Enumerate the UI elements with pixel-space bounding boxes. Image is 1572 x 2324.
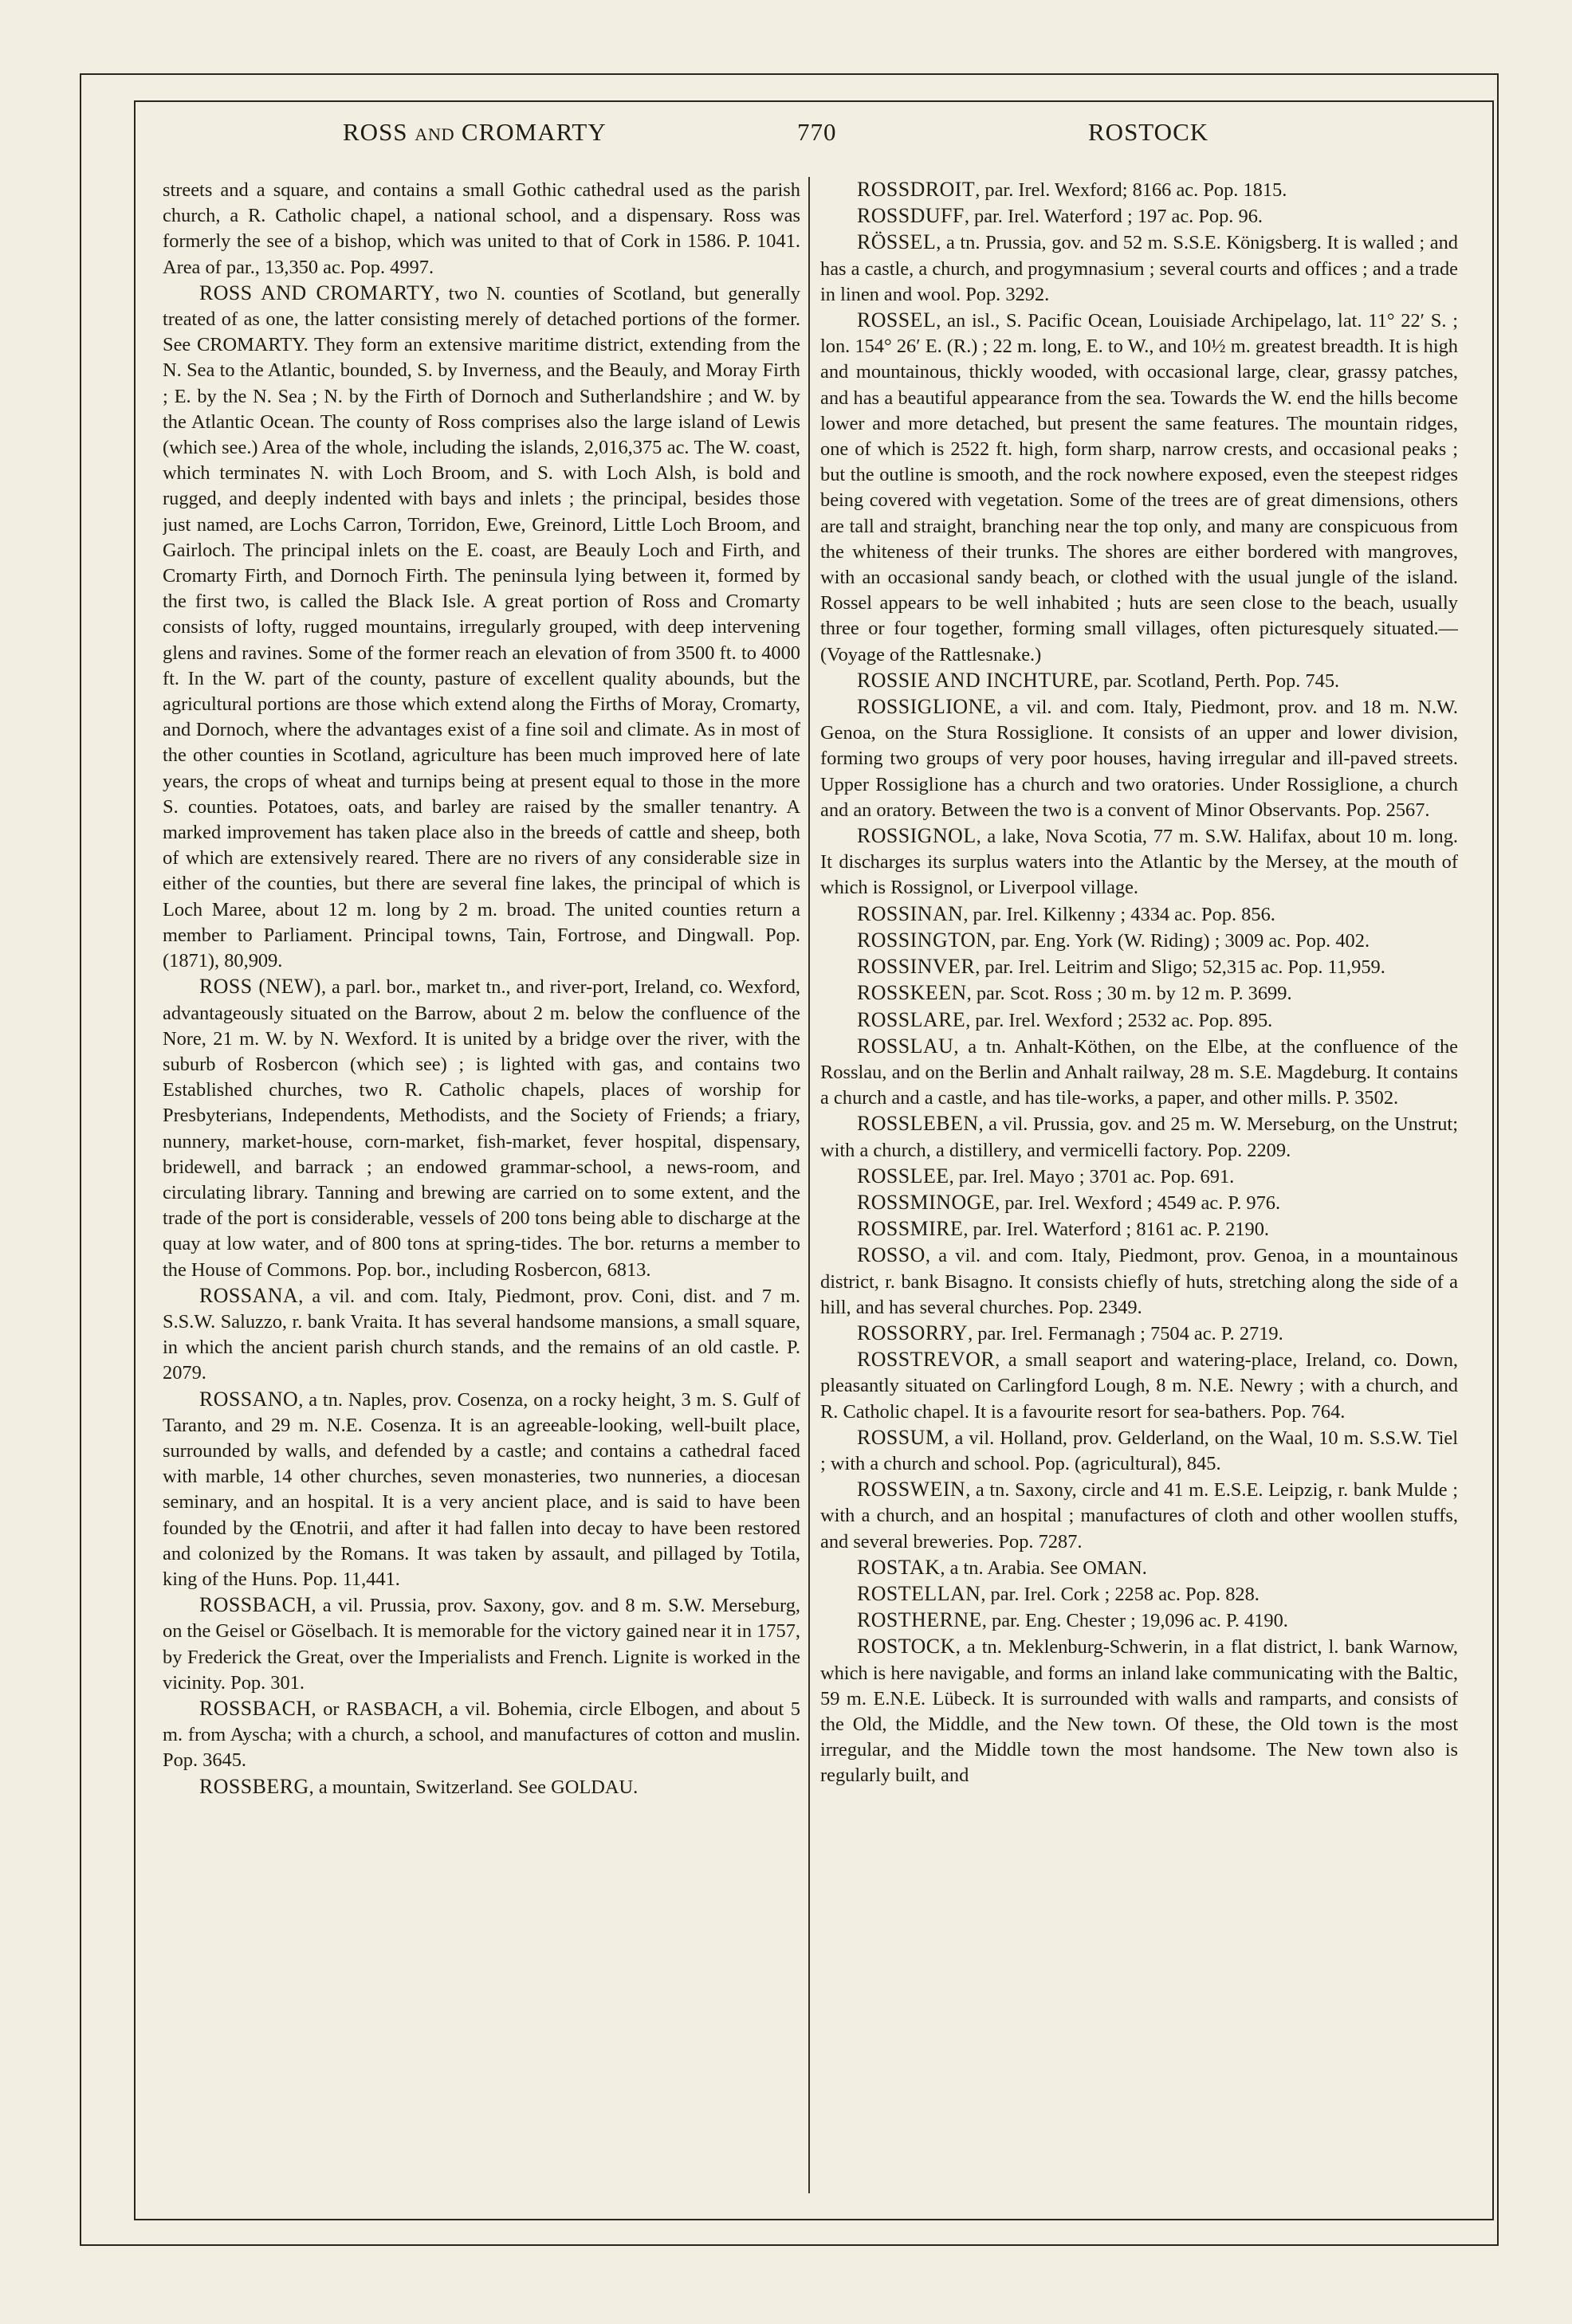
- entry: ROSSEL, an isl., S. Pacific Ocean, Louisiade Archipelago, lat. 11° 22′ S. ; lon. 154° 26′ E. (R.) ; 22 m. long, E. to W., and 10½ m. greatest breadth. It is high and mountainous, thickly wooded, with occasional large, clear, grassy patches, and has a beautiful appearance from the sea. Towards the W. end the hills become lower and more detached, but present the same features. The mountain ridges, one of which is 2522 ft. high, form sharp, narrow crests, and occasional peaks ; but the outline is smooth, and the rock nowhere exposed, even the steepest ridges being covered with vegetation. Some of the trees are of great dimensions, others are tall and straight, branching near the top only, and many are conspicuous from the whiteness of their trunks. The shores are either bordered with mangroves, with an occasional sandy beach, or clothed with the usual jungle of the island. Rossel appears to be well inhabited ; huts are seen close to the beach, usually three or four together, forming small villages, often picturesquely situated.—(Voyage of the Rattlesnake.): [820, 308, 1458, 665]
- entry: ROSTELLAN, par. Irel. Cork ; 2258 ac. Pop. 828.: [857, 1581, 1260, 1605]
- entry: ROSSORRY, par. Irel. Fermanagh ; 7504 ac. P. 2719.: [857, 1321, 1283, 1345]
- header-right-title: ROSTOCK: [1088, 118, 1209, 146]
- right-column: [820, 177, 1458, 2193]
- entry: ROSSIGLIONE, a vil. and com. Italy, Piedmont, prov. and 18 m. N.W. Genoa, on the Stura Rossiglione. It consists of an upper and lower division, forming two groups of very poor houses, having irregular and ill-paved streets. Upper Rossiglione has a church and two oratories. Under Rossiglione, a church and an oratory. Between the two is a convent of Minor Observants. Pop. 2567.: [820, 695, 1458, 821]
- entry: ROSSIE AND INCHTURE, par. Scotland, Perth. Pop. 745.: [857, 668, 1340, 692]
- entry: ROSSIGNOL, a lake, Nova Scotia, 77 m. S.W. Halifax, about 10 m. long. It discharges its surplus waters into the Atlantic by the Mersey, at the mouth of which is Rossignol, or Liverpool village.: [820, 824, 1458, 899]
- entry: ROSS (NEW), a parl. bor., market tn., and river-port, Ireland, co. Wexford, advantageously situated on the Barrow, about 2 m. below the confluence of the Nore, 21 m. W. by N. Wexford. It is united by a bridge over the river, with the suburb of Rosbercon (which see) ; is lighted with gas, and contains two Established churches, two R. Catholic chapels, places of worship for Presbyterians, Independents, Methodists, and the Society of Friends; a friary, nunnery, market-house, corn-market, fish-market, fever hospital, dispensary, bridewell, and barrack ; an endowed grammar-school, a news-room, and circulating library. Tanning and brewing are carried on to some extent, and the trade of the port is considerable, vessels of 200 tons being able to discharge at the quay at low water, and of 800 tons at spring-tides. The bor. returns a member to the House of Commons. Pop. bor., including Rosbercon, 6813.: [163, 975, 800, 1281]
- entry: ROSSWEIN, a tn. Saxony, circle and 41 m. E.S.E. Leipzig, r. bank Mulde ; with a church, and an hospital ; manufactures of cloth and other woollen stuffs, and several breweries. Pop. 7287.: [820, 1478, 1458, 1553]
- entry: ROSSBACH, or RASBACH, a vil. Bohemia, circle Elbogen, and about 5 m. from Ayscha; with a church, a school, and manufactures of cotton and muslin. Pop. 3645.: [163, 1696, 800, 1772]
- entry: ROSS AND CROMARTY, two N. counties of Scotland, but generally treated of as one, the latter consisting merely of detached portions of the former. See CROMARTY. They form an extensive maritime district, extending from the N. Sea to the Atlantic, bounded, S. by Inverness, and the Beauly, and Moray Firth ; E. by the N. Sea ; N. by the Firth of Dornoch and Sutherlandshire ; and W. by the Atlantic Ocean. The county of Ross comprises also the large island of Lewis (which see.) Area of the whole, including the islands, 2,016,375 ac. The W. coast, which terminates N. with Loch Broom, and S. with Loch Alsh, is bold and rugged, and deeply indented with bays and inlets ; the principal, besides those just named, are Lochs Carron, Torridon, Ewe, Greinord, Little Loch Broom, and Gairloch. The principal inlets on the E. coast, are Beauly Loch and Firth, and Cromarty Firth, and Dornoch Firth. The peninsula lying between it, formed by the first two, is called the Black Isle. A great portion of Ross and Cromarty consists of lofty, rugged mountains, irregularly grouped, with deep intervening glens and ravines. Some of the former reach an elevation of from 3500 ft. to 4000 ft. In the W. part of the county, pasture of excellent quality abounds, but the agricultural portions are those which extend along the Firths of Moray, Cromarty, and Dornoch, where the advantages exist of a fine soil and climate. As in most of the other counties in Scotland, agriculture has been much improved here of late years, the crops of wheat and turnips being at present equal to those in the more S. counties. Potatoes, oats, and barley are raised by the smaller tenantry. A marked improvement has taken place also in the breeds of cattle and sheep, both of which are extensively reared. There are no rivers of any considerable size in either of the counties, but there are several fine lakes, the principal of which is Loch Maree, about 12 m. long by 2 m. broad. The united counties return a member to Parliament. Principal towns, Tain, Fortrose, and Dingwall. Pop. (1871), 80,909.: [163, 281, 800, 972]
- entry: streets and a square, and contains a small Gothic cathedral used as the parish church, a R. Catholic chapel, a national school, and a dispensary. Ross was formerly the see of a bishop, which was united to that of Cork in 1586. P. 1041. Area of par., 13,350 ac. Pop. 4997.: [163, 179, 800, 278]
- column-divider: [808, 177, 810, 2193]
- entry: ROSSMINOGE, par. Irel. Wexford ; 4549 ac. P. 976.: [857, 1190, 1281, 1214]
- entry: ROSSBERG, a mountain, Switzerland. See GOLDAU.: [199, 1774, 639, 1798]
- entry: ROSSLEE, par. Irel. Mayo ; 3701 ac. Pop. 691.: [857, 1164, 1235, 1188]
- entry: ROSSLEBEN, a vil. Prussia, gov. and 25 m. W. Merseburg, on the Unstrut; with a church, a distillery, and vermicelli factory. Pop. 2209.: [820, 1112, 1458, 1161]
- entry: RÖSSEL, a tn. Prussia, gov. and 52 m. S.S.E. Königsberg. It is walled ; and has a castle, a church, and progymnasium ; several courts and offices ; and a trade in linen and wool. Pop. 3292.: [820, 230, 1458, 305]
- entry: ROSSINVER, par. Irel. Leitrim and Sligo; 52,315 ac. Pop. 11,959.: [857, 955, 1385, 979]
- left-column: [163, 177, 800, 2193]
- entry: ROSSINAN, par. Irel. Kilkenny ; 4334 ac. Pop. 856.: [857, 901, 1275, 925]
- page-number: 770: [797, 118, 837, 146]
- entry: ROSSLARE, par. Irel. Wexford ; 2532 ac. Pop. 895.: [857, 1007, 1273, 1031]
- entry: ROSTAK, a tn. Arabia. See OMAN.: [857, 1555, 1147, 1579]
- entry: ROSSLAU, a tn. Anhalt-Köthen, on the Elbe, at the confluence of the Rosslau, and on the Berlin and Anhalt railway, 28 m. S.E. Magdeburg. It contains a church and a castle, and has tile-works, a paper, and other mills. P. 3502.: [820, 1034, 1458, 1109]
- entry: ROSSUM, a vil. Holland, prov. Gelderland, on the Waal, 10 m. S.S.W. Tiel ; with a church and school. Pop. (agricultural), 845.: [820, 1425, 1458, 1474]
- entry: ROSSDROIT, par. Irel. Wexford; 8166 ac. Pop. 1815.: [857, 178, 1287, 201]
- running-header: [136, 118, 1492, 153]
- entry: ROSTOCK, a tn. Meklenburg-Schwerin, in a flat district, l. bank Warnow, which is here navigable, and forms an inland lake communicating with the Baltic, 59 m. E.N.E. Lübeck. It is surrounded with walls and ramparts, and consists of the Old, the Middle, and the New town. Of these, the Old town is the most irregular, and the Middle town the most handsome. The New town also is regularly built, and: [820, 1635, 1458, 1787]
- header-left-title: ROSS AND CROMARTY: [343, 118, 607, 146]
- entry: ROSSDUFF, par. Irel. Waterford ; 197 ac. Pop. 96.: [857, 204, 1263, 228]
- entry: ROSSANA, a vil. and com. Italy, Piedmont, prov. Coni, dist. and 7 m. S.S.W. Saluzzo, r. bank Vraita. It has several handsome mansions, a small square, in which the ancient parish church stands, and the remains of an old castle. P. 2079.: [163, 1283, 800, 1384]
- entry: ROSSO, a vil. and com. Italy, Piedmont, prov. Genoa, in a mountainous district, r. bank Bisagno. It consists chiefly of huts, stretching along the side of a hill, and has several churches. Pop. 2349.: [820, 1243, 1458, 1318]
- entry: ROSSANO, a tn. Naples, prov. Cosenza, on a rocky height, 3 m. S. Gulf of Taranto, and 29 m. N.E. Cosenza. It is an agreeable-looking, well-built place, surrounded by walls, and defended by a castle; and contains a cathedral faced with marble, 14 other churches, seven monasteries, two nunneries, a diocesan seminary, and an hospital. It is a very ancient place, and is said to have been founded by the Œnotrii, and after it had fallen into decay to have been restored and colonized by the Romans. It was taken by assault, and pillaged by Totila, king of the Huns. Pop. 11,441.: [163, 1387, 800, 1590]
- entry: ROSSINGTON, par. Eng. York (W. Riding) ; 3009 ac. Pop. 402.: [857, 928, 1370, 952]
- entry: ROSSMIRE, par. Irel. Waterford ; 8161 ac. P. 2190.: [857, 1217, 1270, 1241]
- entry: ROSSBACH, a vil. Prussia, prov. Saxony, gov. and 8 m. S.W. Merseburg, on the Geisel or Göselbach. It is memorable for the victory gained near it in 1757, by Frederick the Great, over the Imperialists and French. Lignite is worked in the vicinity. Pop. 301.: [163, 1593, 800, 1694]
- entry: ROSSKEEN, par. Scot. Ross ; 30 m. by 12 m. P. 3699.: [857, 981, 1292, 1005]
- entry: ROSTHERNE, par. Eng. Chester ; 19,096 ac. P. 4190.: [857, 1608, 1288, 1632]
- entry: ROSSTREVOR, a small seaport and watering-place, Ireland, co. Down, pleasantly situated on Carlingford Lough, 8 m. N.E. Newry ; with a church, and R. Catholic chapel. It is a favourite resort for sea-bathers. Pop. 764.: [820, 1348, 1458, 1423]
